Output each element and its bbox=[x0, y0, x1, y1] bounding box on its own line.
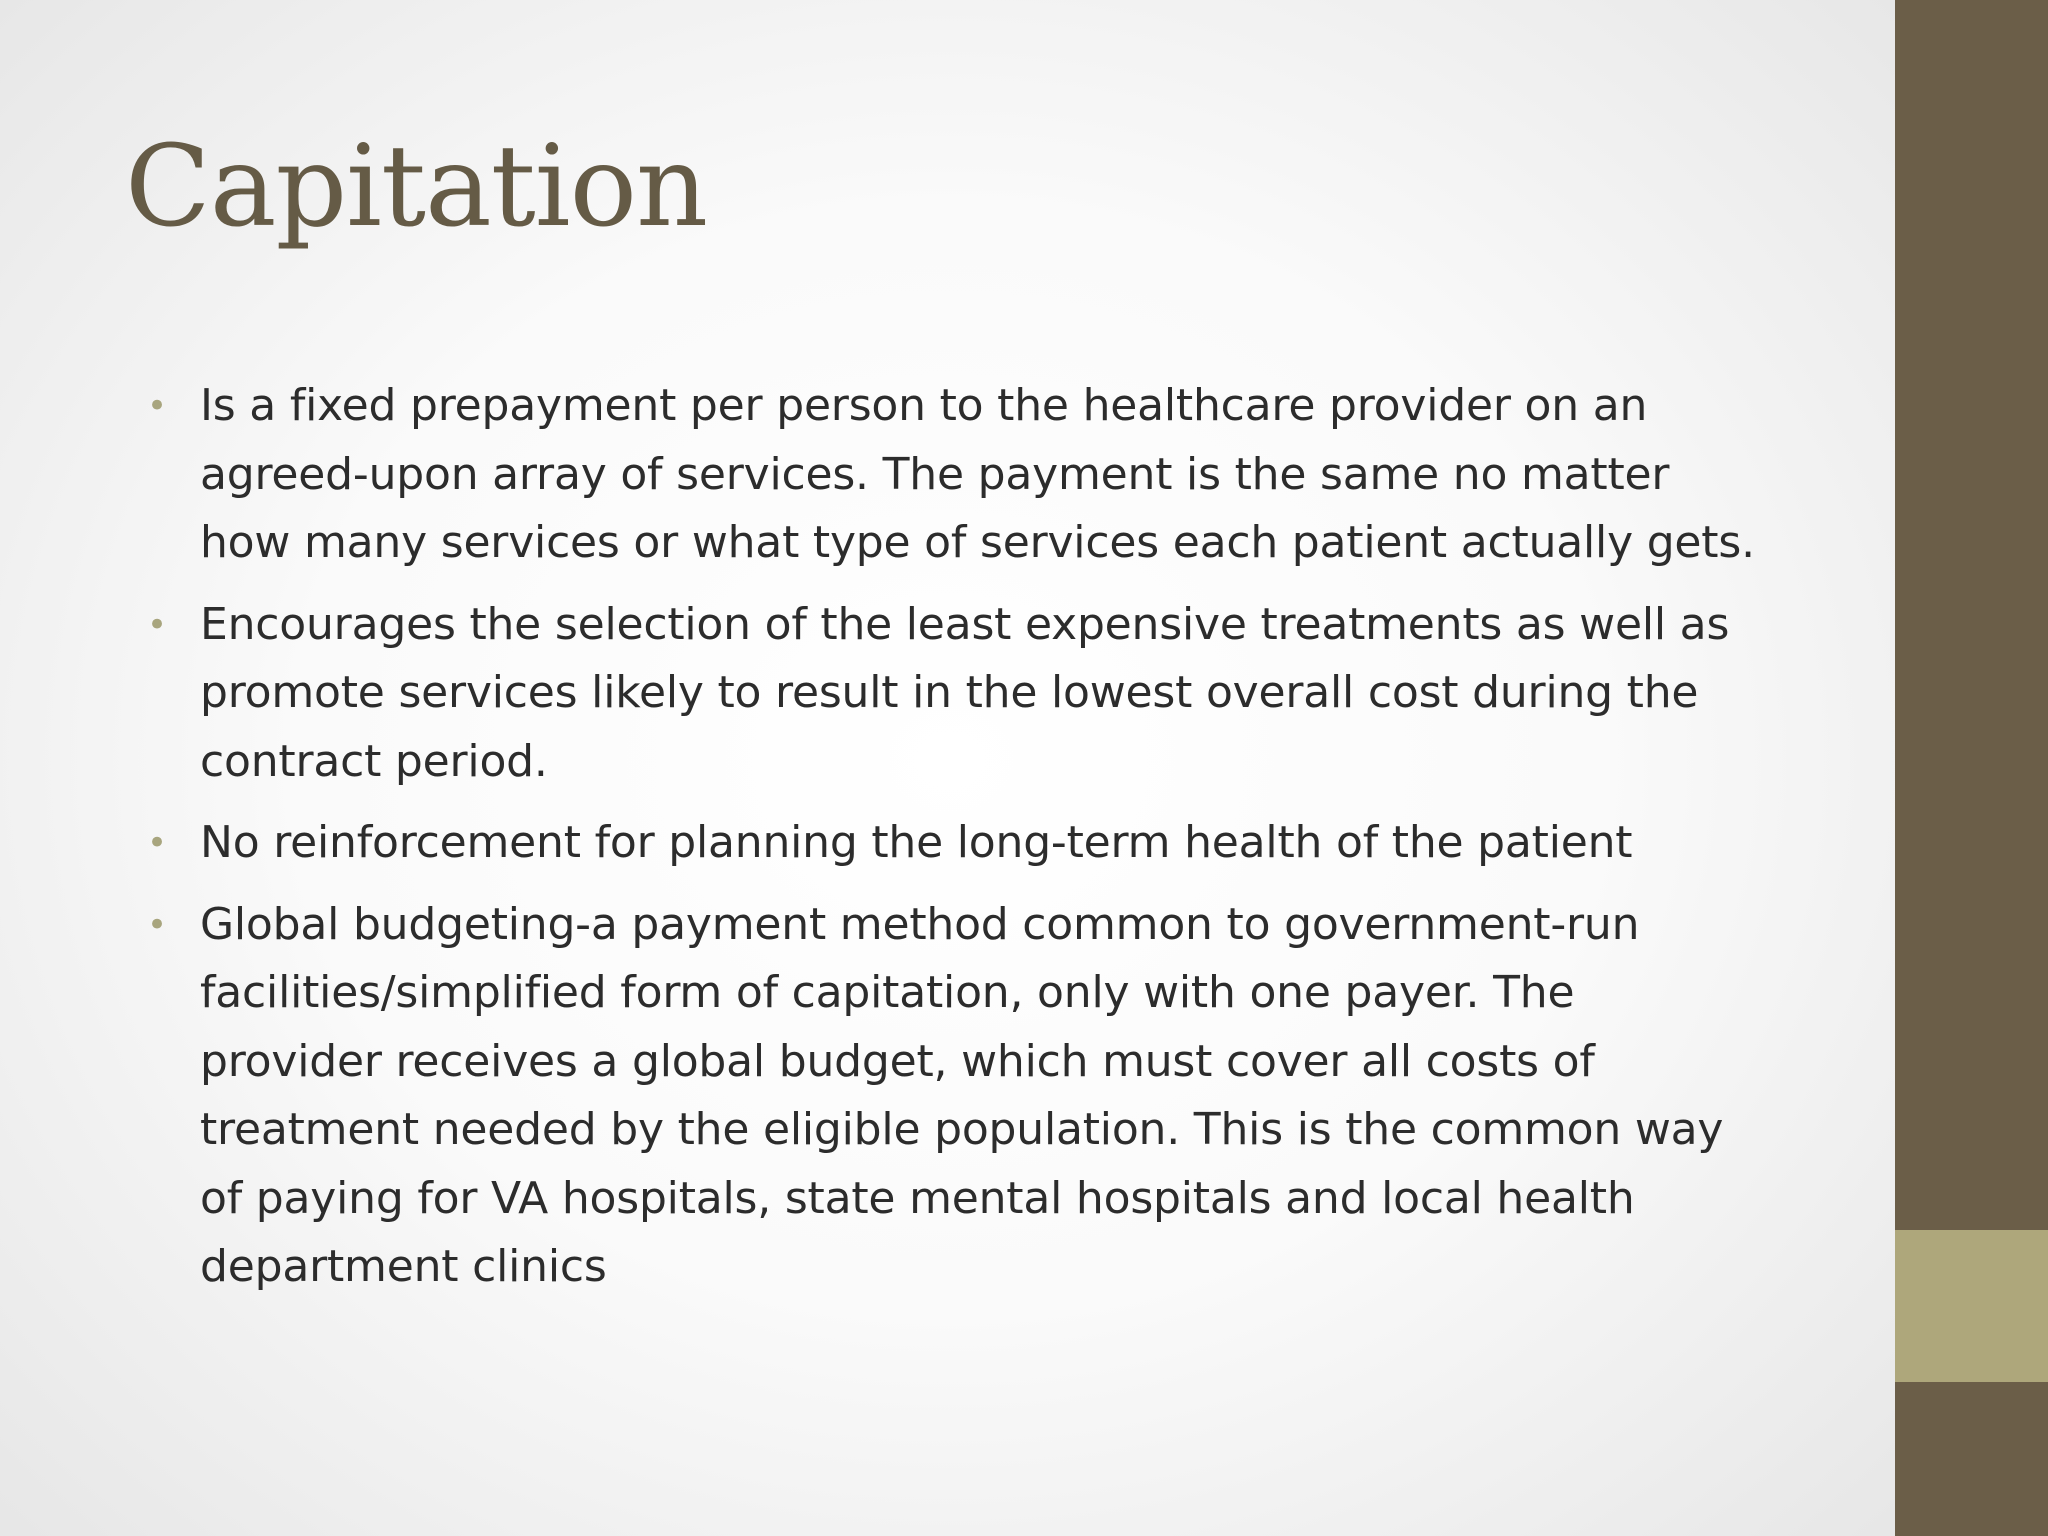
bullet-item bbox=[145, 891, 1765, 1302]
bullet-marker-icon: • bbox=[147, 604, 167, 645]
bullet-text: Is a fixed prepayment per person to the healthcare provider on an agreed-upon array of services. The payment is the same no matter how many services or what type of services each patient actually gets. bbox=[200, 380, 1755, 568]
bullet-marker-icon: • bbox=[147, 823, 167, 863]
bullet-marker-icon: • bbox=[147, 386, 167, 426]
bullet-item bbox=[145, 809, 1765, 878]
bullet-text: Global budgeting-a payment method common to government-run facilities/simplified form of capitation, only with one payer. The provider receives a global budget, which must cover all costs of treatment needed by the eligible population. This is the common way of paying for VA hospitals, state mental hospitals and local health department clinics bbox=[200, 898, 1724, 1292]
bullet-marker-icon: • bbox=[147, 904, 167, 945]
side-decoration-accent bbox=[1895, 1230, 2048, 1382]
bullet-list bbox=[145, 372, 1765, 1315]
slide-title: Capitation bbox=[125, 122, 708, 252]
bullet-item bbox=[145, 372, 1765, 578]
bullet-text: No reinforcement for planning the long-term health of the patient bbox=[200, 817, 1633, 868]
bullet-item bbox=[145, 591, 1765, 797]
bullet-text: Encourages the selection of the least expensive treatments as well as promote services likely to result in the lowest overall cost during the contract period. bbox=[200, 598, 1730, 787]
